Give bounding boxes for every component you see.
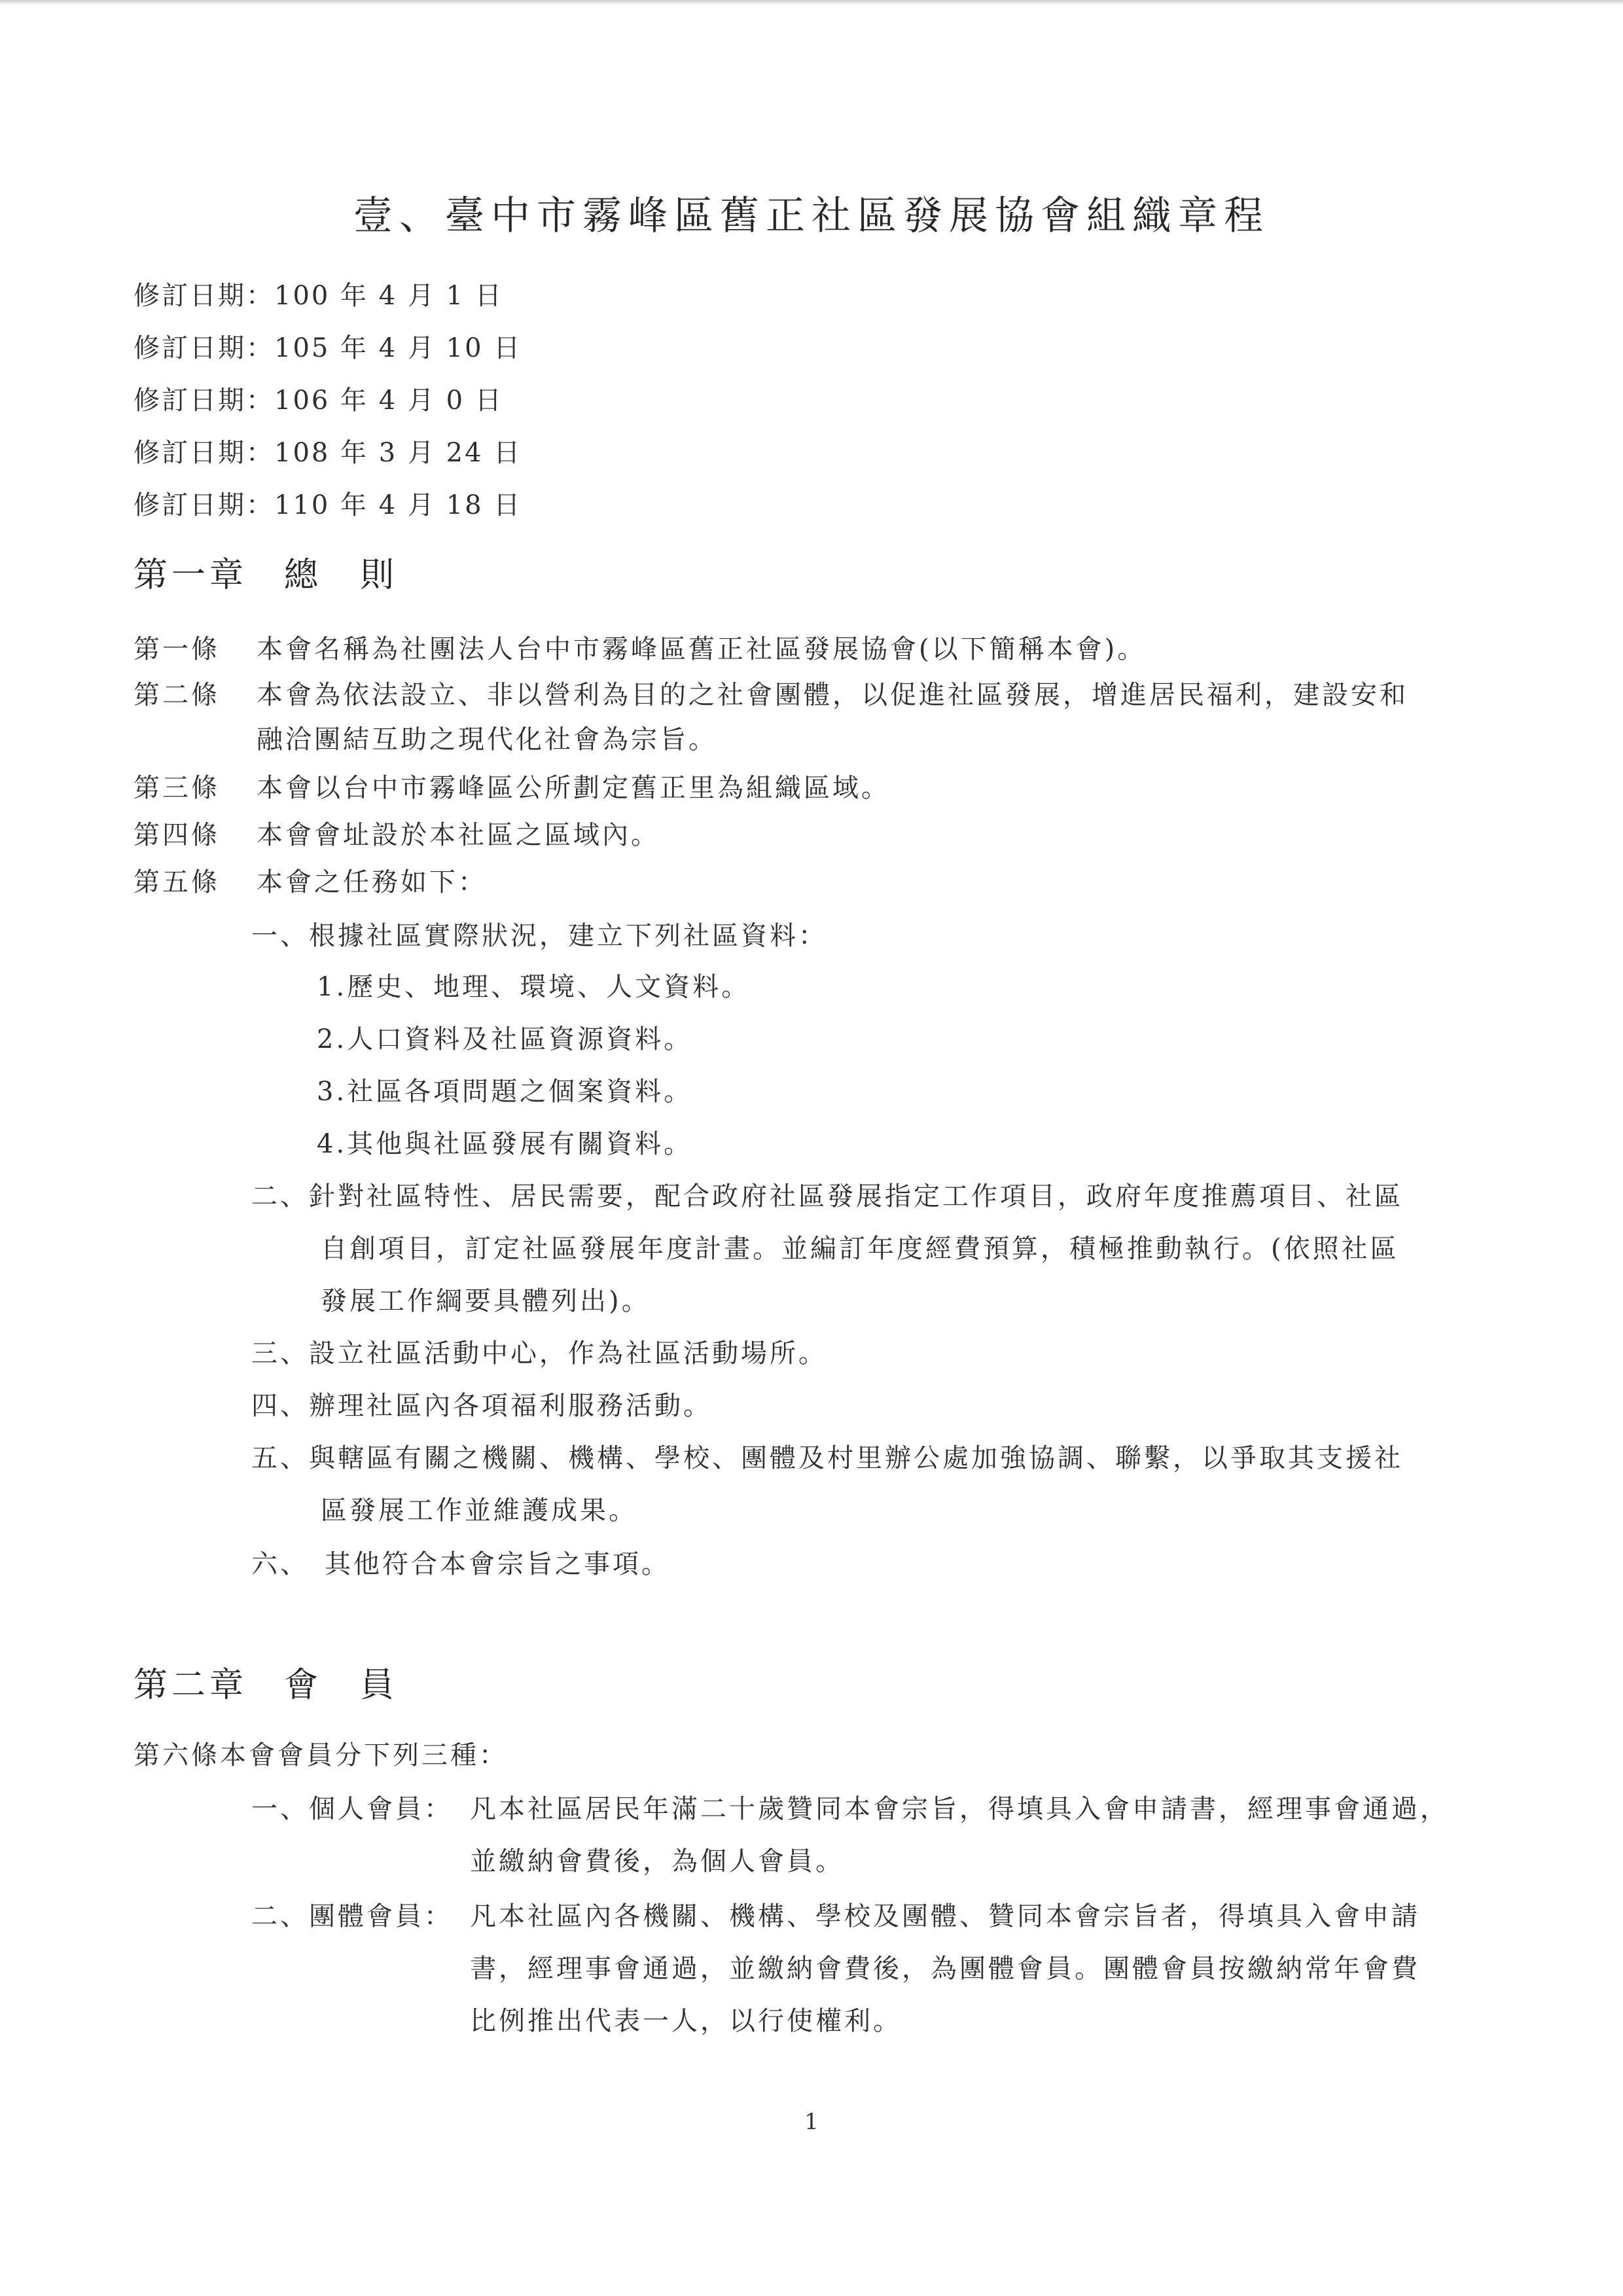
- article-label: 第二條: [134, 680, 220, 710]
- revision-date: 修訂日期：110 年 4 月 18 日: [134, 490, 522, 520]
- task-item: 三、設立社區活動中心，作為社區活動場所。: [251, 1338, 827, 1369]
- document-title: 壹、臺中市霧峰區舊正社區發展協會組織章程: [353, 193, 1270, 239]
- sub-item: 1.歷史、地理、環境、人文資料。: [317, 972, 751, 1002]
- member-type-text: 比例推出代表一人，以行使權利。: [470, 2006, 902, 2036]
- sub-item: 2.人口資料及社區資源資料。: [317, 1024, 693, 1054]
- article-label: 第三條: [134, 773, 220, 803]
- member-type-label: 一、個人會員：: [251, 1794, 453, 1824]
- member-type-text: 並繳納會費後，為個人會員。: [470, 1846, 844, 1876]
- chapter-label: 第二章: [134, 1666, 248, 1705]
- member-type-label: 二、團體會員：: [251, 1901, 453, 1931]
- article-text: 本會以台中市霧峰區公所劃定舊正里為組織區域。: [257, 773, 890, 803]
- member-type-text: 凡本社區內各機關、機構、學校及團體、贊同本會宗旨者，得填具入會申請: [470, 1901, 1420, 1931]
- revision-date: 修訂日期：105 年 4 月 10 日: [134, 333, 522, 363]
- article-label: 第五條: [134, 867, 220, 897]
- article-text: 本會之任務如下：: [257, 867, 487, 897]
- task-item-cont: 自創項目，訂定社區發展年度計畫。並編訂年度經費預算，積極推動執行。(依照社區: [321, 1234, 1399, 1264]
- task-item: 六、 其他符合本會宗旨之事項。: [251, 1549, 670, 1579]
- scan-edge: [0, 0, 1623, 5]
- revision-date: 修訂日期：106 年 4 月 0 日: [134, 386, 503, 416]
- article-text: 本會會址設於本社區之區域內。: [257, 820, 660, 850]
- revision-date: 修訂日期：108 年 3 月 24 日: [134, 438, 522, 468]
- task-item-cont: 發展工作綱要具體列出)。: [321, 1286, 651, 1316]
- page-number: 1: [804, 2109, 819, 2135]
- revision-date: 修訂日期：100 年 4 月 1 日: [134, 281, 503, 311]
- chapter-heading: [134, 1657, 398, 1706]
- chapter-label: 第一章: [134, 556, 248, 595]
- article-label: 第一條: [134, 634, 220, 664]
- chapter-name: 總 則: [284, 556, 399, 595]
- task-item-cont: 區發展工作並維護成果。: [321, 1496, 637, 1526]
- task-item: 二、針對社區特性、居民需要，配合政府社區發展指定工作項目，政府年度推薦項目、社區: [251, 1181, 1403, 1211]
- chapter-name: 會 員: [284, 1666, 399, 1705]
- article-text: 本會名稱為社團法人台中市霧峰區舊正社區發展協會(以下簡稱本會)。: [257, 634, 1147, 664]
- chapter-heading: [134, 547, 398, 596]
- sub-item: 4.其他與社區發展有關資料。: [317, 1129, 693, 1159]
- article-text: 融洽團結互助之現代化社會為宗旨。: [257, 725, 717, 755]
- task-item: 一、根據社區實際狀況，建立下列社區資料：: [251, 921, 827, 951]
- article-text: 第六條本會會員分下列三種：: [134, 1740, 508, 1770]
- article-label: 第四條: [134, 820, 220, 850]
- sub-item: 3.社區各項問題之個案資料。: [317, 1077, 693, 1107]
- member-type-text: 書，經理事會通過，並繳納會費後，為團體會員。團體會員按繳納常年會費: [470, 1954, 1420, 1984]
- task-item: 四、辦理社區內各項福利服務活動。: [251, 1391, 712, 1421]
- task-item: 五、與轄區有關之機關、機構、學校、團體及村里辦公處加強協調、聯繫，以爭取其支援社: [251, 1443, 1403, 1473]
- member-type-text: 凡本社區居民年滿二十歲贊同本會宗旨，得填具入會申請書，經理事會通過，: [470, 1794, 1449, 1824]
- article-text: 本會為依法設立、非以營利為目的之社會團體，以促進社區發展，增進居民福利，建設安和: [257, 680, 1408, 710]
